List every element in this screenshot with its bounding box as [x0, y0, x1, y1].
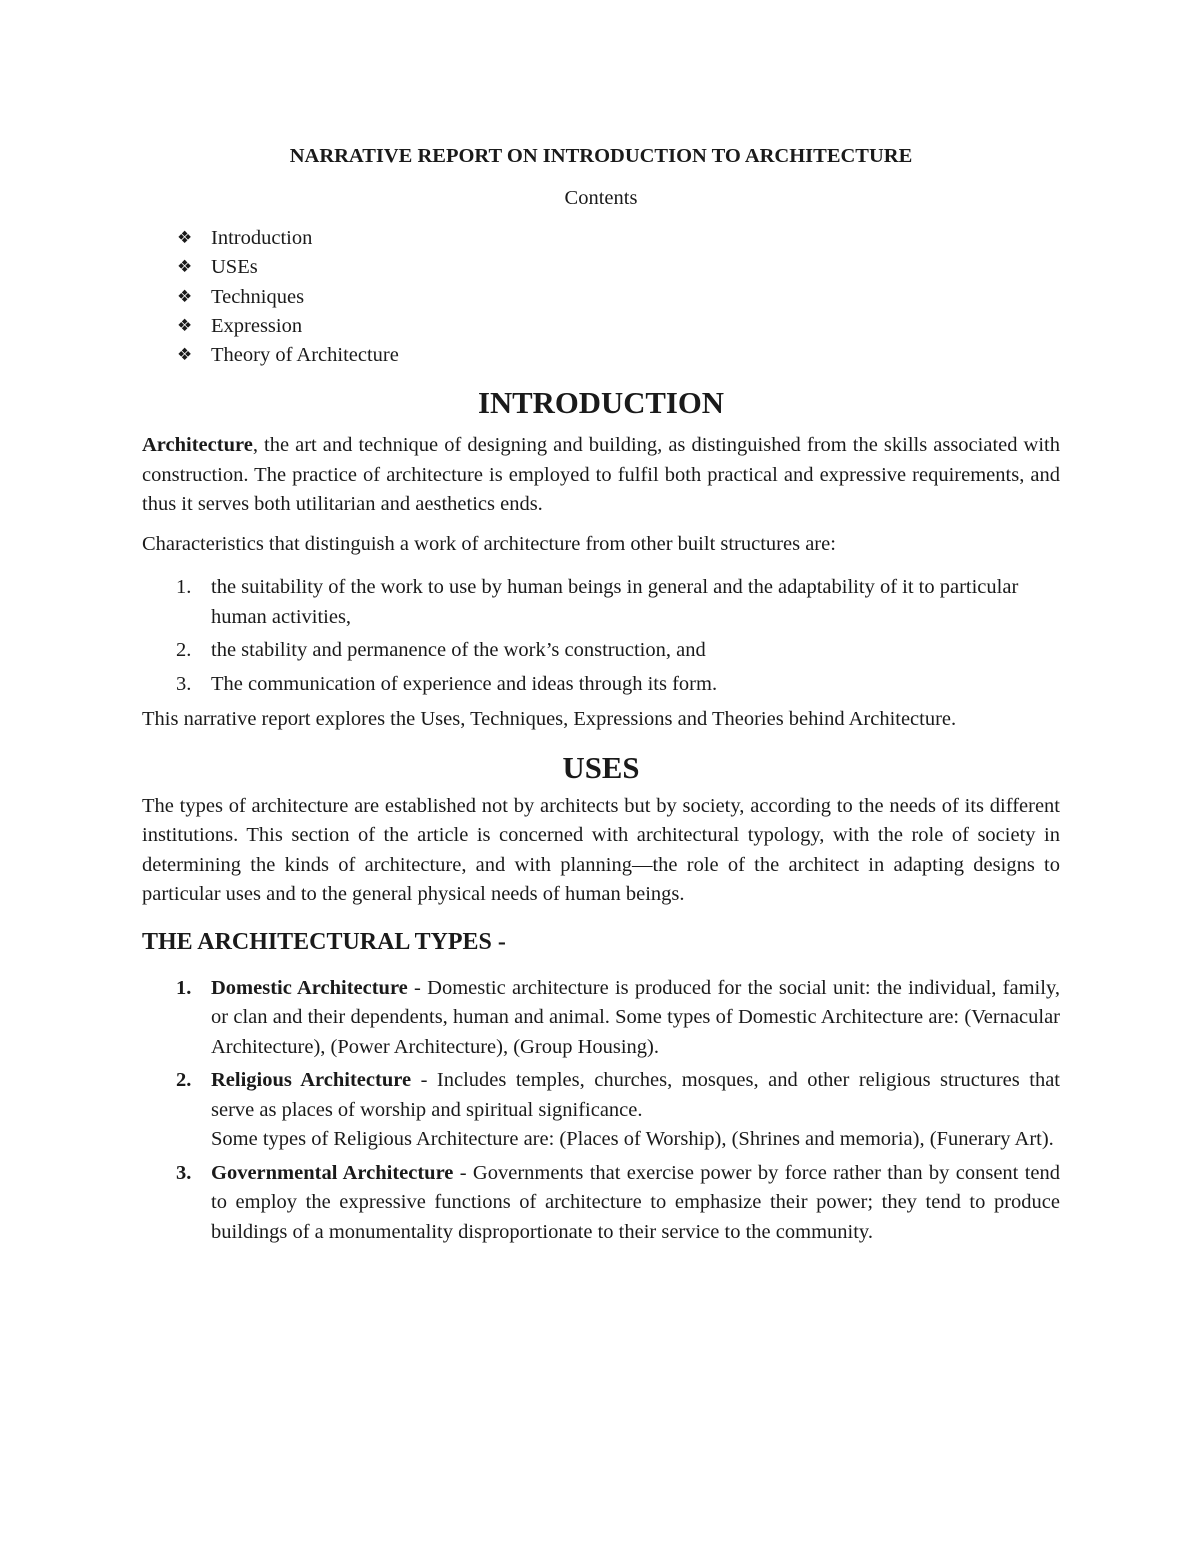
diamond-bullet-icon: ❖: [177, 228, 193, 248]
list-item: [142, 573, 1060, 632]
lead-term: Architecture: [142, 434, 253, 457]
list-number: 3.: [176, 672, 192, 695]
type-subtypes: Some types of Religious Architecture are: (Places of Worship), (Shrines and memoria), (Funerary Art).: [211, 1128, 1054, 1151]
list-item: [142, 1066, 1060, 1155]
toc-item-label: Introduction: [211, 227, 313, 249]
list-number: 1.: [176, 976, 192, 999]
type-description: - Includes temples, churches, mosques, and other religious structures that serve as places of worship and spiritual significance.: [211, 1069, 1061, 1121]
introduction-paragraph: [142, 431, 1060, 520]
introduction-closing: This narrative report explores the Uses, Techniques, Expressions and Theories behind Architecture.: [142, 708, 957, 731]
type-description: - Governments that exercise power by force rather than by consent tend to employ the expressive functions of architecture to emphasize their power; they tend to produce buildings of a monumentality disproportionate to their service to the community.: [211, 1161, 1061, 1243]
table-of-contents: [142, 224, 1060, 370]
type-term: Religious Architecture: [211, 1069, 412, 1092]
list-number: 2.: [176, 1069, 192, 1092]
type-description: - Domestic architecture is produced for the social unit: the individual, family, or clan and their dependents, human and animal. Some types of Domestic Architecture are: (Vernacular Architecture), (Power Architecture), (Group Housing).: [211, 976, 1060, 1058]
list-item-text: The communication of experience and ideas through its form.: [211, 672, 718, 695]
list-item-text: the suitability of the work to use by human beings in general and the adaptability of it to particular human activities,: [211, 576, 1019, 628]
architectural-types-list: [142, 974, 1060, 1248]
lead-text: , the art and technique of designing and building, as distinguished from the skills associated with construction. The practice of architecture is employed to fulfil both practical and expressive requirements, and thus it serves both utilitarian and aesthetics ends.: [142, 434, 1060, 516]
characteristics-intro: Characteristics that distinguish a work of architecture from other built structures are:: [142, 532, 836, 555]
type-term: Domestic Architecture: [211, 976, 408, 999]
document-title: NARRATIVE REPORT ON INTRODUCTION TO ARCHITECTURE: [289, 145, 913, 167]
list-number: 1.: [176, 576, 192, 599]
toc-item-label: USEs: [211, 256, 258, 279]
list-item: [142, 1159, 1060, 1248]
toc-item-techniques: [142, 283, 1060, 312]
toc-item-theory: [142, 341, 1060, 370]
toc-item-expression: [142, 312, 1060, 341]
introduction-heading: INTRODUCTION: [477, 386, 725, 421]
list-item: [142, 670, 1060, 700]
toc-item-label: Theory of Architecture: [211, 344, 399, 367]
diamond-bullet-icon: ❖: [177, 345, 193, 366]
list-item: [142, 636, 1060, 666]
list-item-text: the stability and permanence of the work’s construction, and: [211, 639, 706, 662]
list-number: 2.: [176, 639, 192, 662]
characteristics-list: [142, 573, 1060, 699]
architectural-types-heading: THE ARCHITECTURAL TYPES -: [142, 928, 506, 955]
toc-item-label: Expression: [211, 314, 303, 337]
toc-item-uses: [142, 253, 1060, 282]
uses-paragraph: The types of architecture are established not by architects but by society, according to the needs of its different institutions. This section of the article is concerned with architectural typology, with the role of society in determining the kinds of architecture, and with planning—the role of the architect in adapting designs to particular uses and to the general physical needs of human beings.: [142, 794, 1060, 906]
diamond-bullet-icon: ❖: [177, 286, 193, 307]
type-term: Governmental Architecture: [211, 1161, 454, 1184]
diamond-bullet-icon: ❖: [177, 315, 193, 336]
document-page: [142, 138, 1060, 1251]
toc-item-label: Techniques: [211, 285, 305, 308]
uses-heading: USES: [562, 750, 640, 785]
diamond-bullet-icon: ❖: [177, 257, 193, 278]
list-number: 3.: [176, 1161, 192, 1184]
toc-item-introduction: [142, 224, 1060, 253]
contents-label: Contents: [564, 187, 638, 209]
list-item: [142, 974, 1060, 1063]
